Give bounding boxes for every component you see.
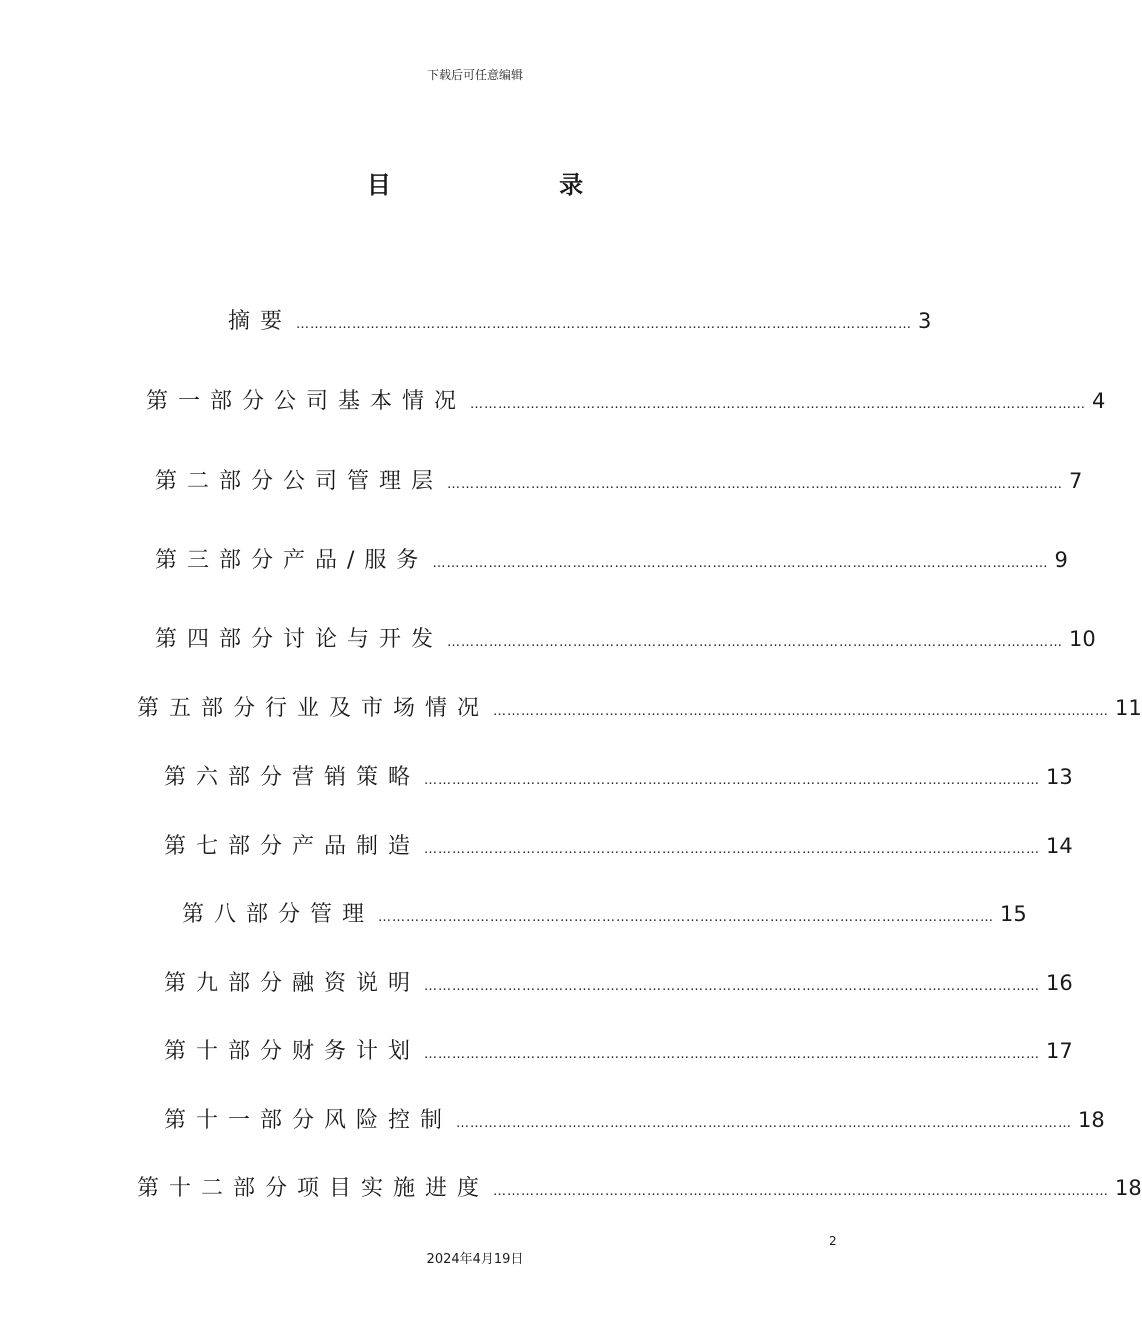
toc-title-label: 讨论与开发 bbox=[283, 627, 444, 652]
toc-part-label: 第七部分 bbox=[164, 834, 293, 859]
toc-entry-part-11[interactable] bbox=[164, 1105, 1105, 1135]
toc-part-label: 摘要 bbox=[228, 309, 293, 334]
toc-entry-part-6[interactable] bbox=[164, 762, 1073, 792]
toc-part-label: 第三部分 bbox=[155, 548, 284, 573]
toc-part-label: 第五部分 bbox=[137, 696, 266, 721]
toc-leader-dots: …………………………………………………………………………………………………………………… bbox=[296, 317, 913, 332]
toc-part-label: 第六部分 bbox=[164, 765, 293, 790]
toc-page-number: 7 bbox=[1069, 469, 1083, 493]
toc-page-number: 11 bbox=[1115, 696, 1142, 720]
toc-leader-dots: …………………………………………………………………………………………………………………… bbox=[456, 1116, 1073, 1131]
toc-entry-part-12[interactable] bbox=[137, 1173, 1142, 1203]
toc-leader-dots: …………………………………………………………………………………………………………………… bbox=[424, 1047, 1041, 1062]
toc-leader-dots: …………………………………………………………………………………………………………………… bbox=[432, 556, 1049, 571]
toc-page-number: 14 bbox=[1046, 834, 1073, 858]
toc-page-number: 16 bbox=[1046, 971, 1073, 995]
toc-page-number: 13 bbox=[1046, 765, 1073, 789]
toc-title-label: 产品/服务 bbox=[283, 548, 429, 573]
toc-title-label: 行业及市场情况 bbox=[265, 696, 490, 721]
toc-entry-part-8[interactable] bbox=[182, 899, 1027, 929]
toc-part-label: 第二部分 bbox=[155, 469, 284, 494]
toc-title-label: 风险控制 bbox=[324, 1108, 453, 1133]
toc-title-label: 财务计划 bbox=[292, 1039, 421, 1064]
toc-title-label: 产品制造 bbox=[292, 834, 421, 859]
toc-part-label: 第一部分 bbox=[146, 389, 275, 414]
toc-entry-part-10[interactable] bbox=[164, 1036, 1073, 1066]
toc-leader-dots: …………………………………………………………………………………………………………………… bbox=[470, 397, 1087, 412]
toc-title-label: 公司管理层 bbox=[283, 469, 444, 494]
toc-page-number: 15 bbox=[1000, 902, 1027, 926]
footer-date: 2024年4月19日 bbox=[426, 1252, 524, 1267]
toc-leader-dots: …………………………………………………………………………………………………………………… bbox=[447, 635, 1064, 650]
toc-leader-dots: …………………………………………………………………………………………………………………… bbox=[447, 477, 1064, 492]
toc-title-label: 公司基本情况 bbox=[274, 389, 467, 414]
toc-leader-dots: …………………………………………………………………………………………………………………… bbox=[493, 704, 1110, 719]
page-title: 目 录 bbox=[366, 171, 664, 199]
toc-page-number: 4 bbox=[1092, 389, 1106, 413]
toc-part-label: 第十一部分 bbox=[164, 1108, 325, 1133]
toc-leader-dots: …………………………………………………………………………………………………………………… bbox=[424, 773, 1041, 788]
toc-title-label: 项目实施进度 bbox=[297, 1176, 490, 1201]
toc-entry-part-9[interactable] bbox=[164, 968, 1073, 998]
toc-part-label: 第九部分 bbox=[164, 971, 293, 996]
toc-entry-part-4[interactable] bbox=[155, 624, 1096, 654]
toc-entry-abstract[interactable] bbox=[228, 306, 932, 336]
toc-page-number: 18 bbox=[1078, 1108, 1105, 1132]
toc-entry-part-7[interactable] bbox=[164, 831, 1073, 861]
toc-page-number: 9 bbox=[1054, 548, 1068, 572]
toc-leader-dots: …………………………………………………………………………………………………………………… bbox=[424, 842, 1041, 857]
toc-entry-part-3[interactable] bbox=[155, 545, 1068, 575]
toc-leader-dots: …………………………………………………………………………………………………………………… bbox=[493, 1184, 1110, 1199]
toc-entry-part-5[interactable] bbox=[137, 693, 1142, 723]
toc-part-label: 第十二部分 bbox=[137, 1176, 298, 1201]
toc-title-label: 融资说明 bbox=[292, 971, 421, 996]
header-note: 下载后可任意编辑 bbox=[426, 68, 523, 82]
toc-part-label: 第十部分 bbox=[164, 1039, 293, 1064]
toc-page-number: 17 bbox=[1046, 1039, 1073, 1063]
toc-page-number: 10 bbox=[1069, 627, 1096, 651]
toc-title-label: 管理 bbox=[310, 902, 375, 927]
page-number: 2 bbox=[829, 1234, 837, 1248]
toc-title-label: 营销策略 bbox=[292, 765, 421, 790]
toc-page-number: 18 bbox=[1115, 1176, 1142, 1200]
toc-part-label: 第四部分 bbox=[155, 627, 284, 652]
toc-leader-dots: …………………………………………………………………………………………………………………… bbox=[378, 910, 995, 925]
toc-entry-part-2[interactable] bbox=[155, 466, 1083, 496]
toc-leader-dots: …………………………………………………………………………………………………………………… bbox=[424, 979, 1041, 994]
toc-part-label: 第八部分 bbox=[182, 902, 311, 927]
toc-entry-part-1[interactable] bbox=[146, 386, 1106, 416]
toc-page-number: 3 bbox=[918, 309, 932, 333]
